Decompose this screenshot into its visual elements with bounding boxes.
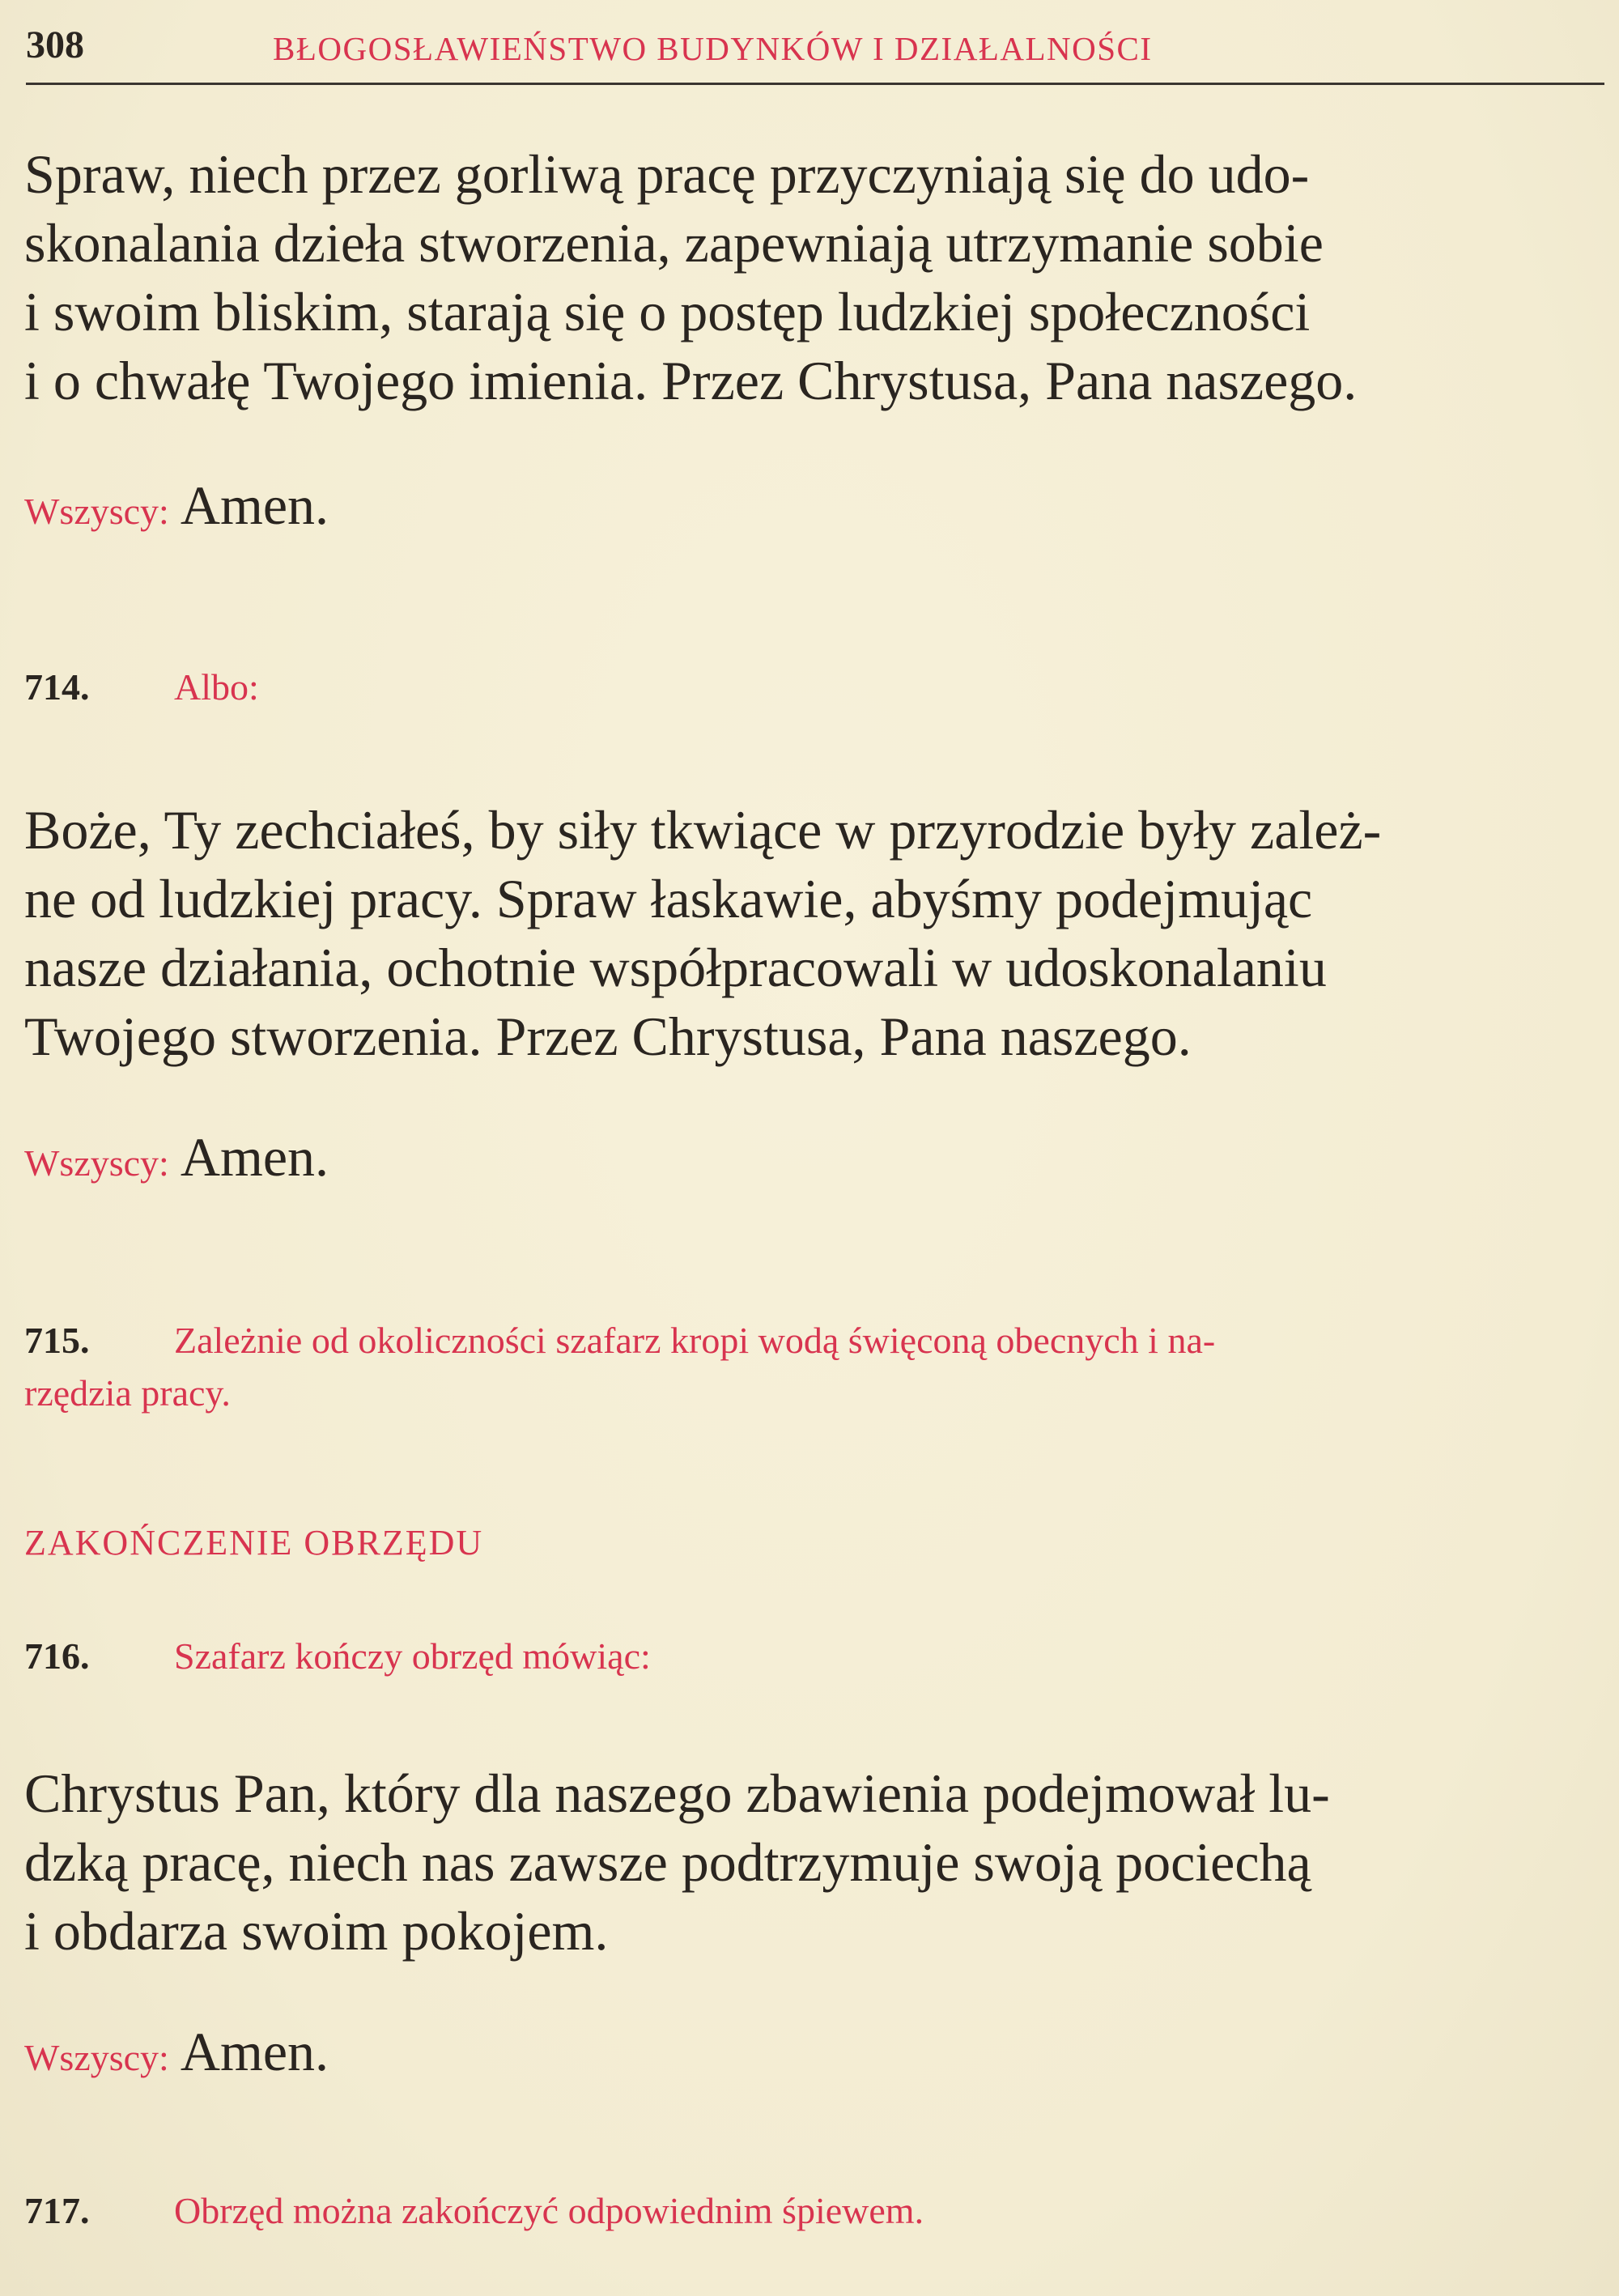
prayer-line: i obdarza swoim pokojem. <box>24 1900 609 1962</box>
prayer-line: i o chwałę Twojego imienia. Przez Chrystusa, Pana naszego. <box>24 350 1358 411</box>
response-amen <box>24 1125 329 1189</box>
prayer-line: ne od ludzkiej pracy. Spraw łaskawie, abyśmy podejmując <box>24 868 1313 929</box>
prayer-line: Boże, Ty zechciałeś, by siły tkwiące w przyrodzie były zależ- <box>24 799 1382 861</box>
rubric-text: Szafarz kończy obrzęd mówiąc: <box>174 1635 651 1677</box>
rubric-text: Albo: <box>174 666 259 708</box>
response-label: Wszyscy: <box>24 491 169 532</box>
response-text: Amen. <box>180 1126 329 1188</box>
prayer-line: Spraw, niech przez gorliwą pracę przyczyniają się do udo- <box>24 143 1310 205</box>
response-text: Amen. <box>180 2021 329 2082</box>
page-number: 308 <box>26 23 84 66</box>
rubric-number: 714. <box>24 666 90 708</box>
rubric-715 <box>24 1316 1603 1366</box>
running-title: BŁOGOSŁAWIEŃSTWO BUDYNKÓW I DZIAŁALNOŚCI <box>273 30 1153 67</box>
prayer-line: skonalania dzieła stworzenia, zapewniają utrzymanie sobie <box>24 212 1324 274</box>
rubric-number: 716. <box>24 1635 90 1677</box>
prayer-line: Twojego stworzenia. Przez Chrystusa, Pana naszego. <box>24 1006 1192 1067</box>
response-label: Wszyscy: <box>24 1142 169 1184</box>
prayer-line: i swoim bliskim, starają się o postęp ludzkiej społeczności <box>24 281 1311 342</box>
response-amen <box>24 2020 329 2084</box>
rubric-716 <box>24 1631 1603 1682</box>
rubric-text: Obrzęd można zakończyć odpowiednim śpiewem. <box>174 2190 924 2231</box>
page-header <box>26 15 1604 85</box>
prayer-line: Chrystus Pan, który dla naszego zbawienia podejmował lu- <box>24 1762 1330 1824</box>
response-amen <box>24 474 329 538</box>
rubric-number: 715. <box>24 1320 90 1361</box>
response-label: Wszyscy: <box>24 2037 169 2078</box>
prayer-line: nasze działania, ochotnie współpracowali w udoskonalaniu <box>24 937 1327 998</box>
rubric-715-continued: rzędzia pracy. <box>24 1372 231 1414</box>
rubric-714 <box>24 662 1603 712</box>
prayer-line: dzką pracę, niech nas zawsze podtrzymuje swoją pociechą <box>24 1831 1311 1893</box>
rubric-number: 717. <box>24 2190 90 2231</box>
response-text: Amen. <box>180 474 329 536</box>
rubric-717 <box>24 2186 1603 2236</box>
section-title: ZAKOŃCZENIE OBRZĘDU <box>24 1523 484 1563</box>
rubric-text: Zależnie od okoliczności szafarz kropi wodą święconą obecnych i na- <box>174 1320 1216 1361</box>
